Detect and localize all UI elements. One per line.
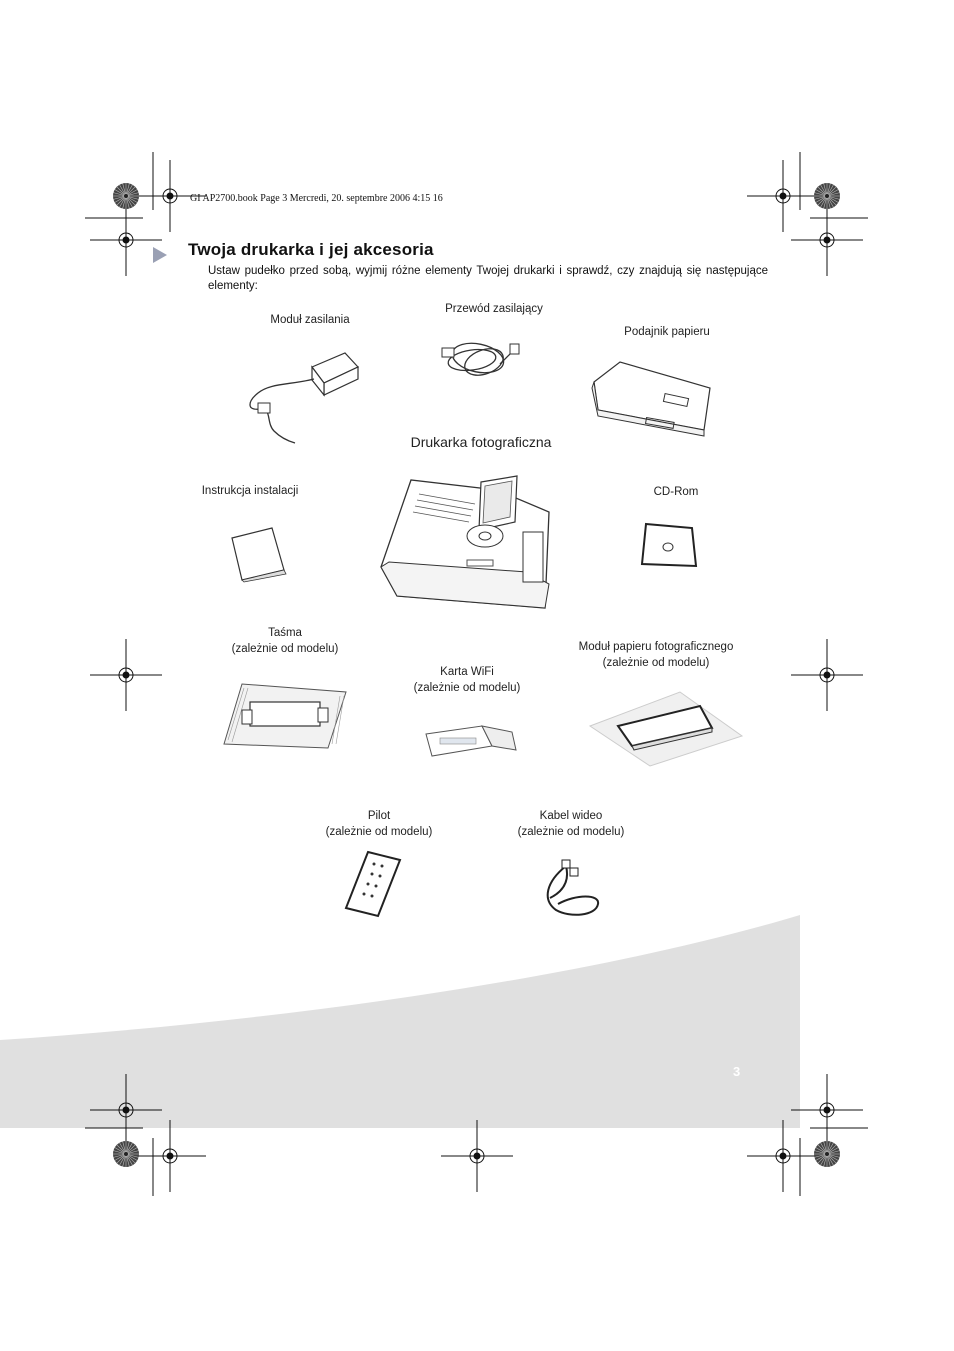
registration-crosshair [791,204,863,276]
power-adapter-illustration [240,345,365,450]
paper-tray-illustration [588,352,718,442]
section-intro: Ustaw pudełko przed sobą, wyjmij różne elementy Twojej drukarki i sprawdź, czy znajdują się następujące elementy: [208,265,768,292]
label-video-cable-name: Kabel wideo [539,810,603,822]
label-photo-paper-note: (zależnie od modelu) [602,657,710,669]
label-video-cable [496,808,646,840]
label-install-guide: Instrukcja instalacji [201,485,299,497]
page-number: 3 [733,1064,741,1079]
registration-crosshair [791,639,863,711]
registration-crosshair [90,204,162,276]
book-info-line: GI AP2700.book Page 3 Mercredi, 20. septembre 2006 4:15 16 [190,193,443,204]
label-video-cable-note: (zależnie od modelu) [517,826,625,838]
photo-printer-illustration [377,472,562,617]
label-photo-printer: Drukarka fotograficzna [410,434,552,450]
label-photo-paper-name: Moduł papieru fotograficznego [578,641,734,653]
label-cd-rom: CD-Rom [653,486,699,498]
label-remote-note: (zależnie od modelu) [325,826,433,838]
section-arrow-icon [153,247,167,263]
registration-crosshair [441,1120,513,1192]
registration-dial [814,1141,840,1167]
registration-dial [814,183,840,209]
label-power-cable: Przewód zasilający [445,303,543,315]
label-wifi-name: Karta WiFi [440,666,494,678]
label-wifi-note: (zależnie od modelu) [413,682,521,694]
video-cable-illustration [536,858,606,922]
registration-crosshair [90,639,162,711]
label-wifi-card [392,664,542,696]
photo-paper-module-illustration [588,688,743,768]
ribbon-illustration [220,680,350,750]
registration-dial [113,183,139,209]
section-title: Twoja drukarka i jej akcesoria [188,240,434,259]
registration-crosshair [134,1120,206,1192]
registration-dial [113,1141,139,1167]
registration-crosshair [791,1074,863,1146]
label-photo-paper-module [556,639,756,671]
install-guide-illustration [228,524,290,582]
registration-crosshair [747,160,819,232]
label-paper-tray: Podajnik papieru [624,326,710,338]
wifi-card-illustration [420,724,520,762]
label-power-module: Moduł zasilania [270,314,350,326]
footer-band [0,915,800,1128]
cd-rom-illustration [640,520,700,570]
registration-crosshair [747,1120,819,1192]
label-ribbon-note: (zależnie od modelu) [231,643,339,655]
power-cable-illustration [440,322,525,392]
label-ribbon-name: Taśma [268,627,302,639]
label-remote-name: Pilot [367,810,391,822]
remote-illustration [344,850,402,918]
label-remote [304,808,454,840]
label-ribbon [210,625,360,657]
